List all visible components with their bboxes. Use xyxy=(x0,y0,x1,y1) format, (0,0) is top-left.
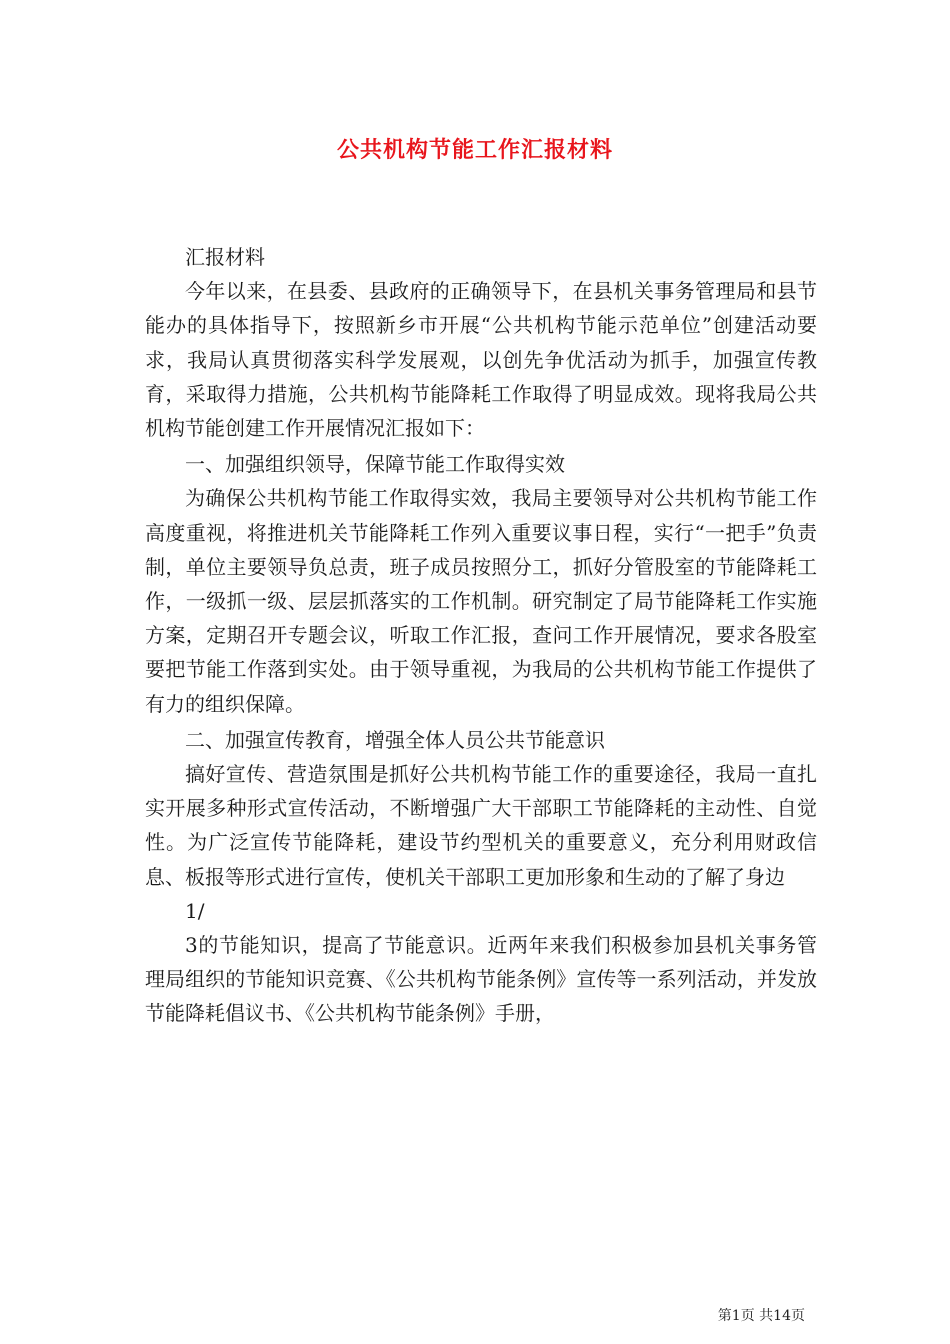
document-title: 公共机构节能工作汇报材料 xyxy=(336,137,613,163)
paragraph-section-1: 为确保公共机构节能工作取得实效，我局主要领导对公共机构节能工作高度重视，将推进机关节能降耗工作列入重要议事日程，实行“一把手”负责制，单位主要领导负总责，班子成员按照分工，抓好分管股室的节能降耗工作，一级抓一级、层层抓落实的工作机制。研究制定了局节能降耗工作实施方案，定期召开专题会议，听取工作汇报，查问工作开展情况，要求各股室要把节能工作落到实处。由于领导重视，为我局的公共机构节能工作提供了有力的组织保障。 xyxy=(145,486,817,716)
footer-current-page: 1 xyxy=(731,1308,741,1324)
footer-prefix: 第 xyxy=(717,1308,732,1324)
page-footer xyxy=(718,1305,805,1325)
paragraph-continued: 3的节能知识，提高了节能意识。近两年来我们积极参加县机关事务管理局组织的节能知识竞赛、《公共机构节能条例》宣传等一系列活动，并发放节能降耗倡议书、《公共机构节能条例》手册， xyxy=(145,933,817,1026)
document-body xyxy=(145,240,817,1031)
footer-middle: 页 共 xyxy=(740,1308,774,1324)
paragraph-intro: 今年以来，在县委、县政府的正确领导下，在县机关事务管理局和县节能办的具体指导下，按照新乡市开展“公共机构节能示范单位”创建活动要求，我局认真贯彻落实科学发展观，以创先争优活动为抓手，加强宣传教育，采取得力措施，公共机构节能降耗工作取得了明显成效。现将我局公共机构节能创建工作开展情况汇报如下： xyxy=(145,279,817,441)
paragraph-label: 汇报材料 xyxy=(185,245,265,269)
paragraph-page-break-marker: 1/ xyxy=(185,898,205,923)
section-heading-2: 二、加强宣传教育，增强全体人员公共节能意识 xyxy=(185,727,605,752)
footer-suffix: 页 xyxy=(791,1308,805,1324)
footer-total-pages: 14 xyxy=(773,1308,791,1324)
section-heading-1: 一、加强组织领导，保障节能工作取得实效 xyxy=(185,452,565,477)
paragraph-section-2: 搞好宣传、营造氛围是抓好公共机构节能工作的重要途径，我局一直扎实开展多种形式宣传活动，不断增强广大干部职工节能降耗的主动性、自觉性。为广泛宣传节能降耗，建设节约型机关的重要意义，充分利用财政信息、板报等形式进行宣传，使机关干部职工更加形象和生动的了解了身边 xyxy=(145,762,817,889)
